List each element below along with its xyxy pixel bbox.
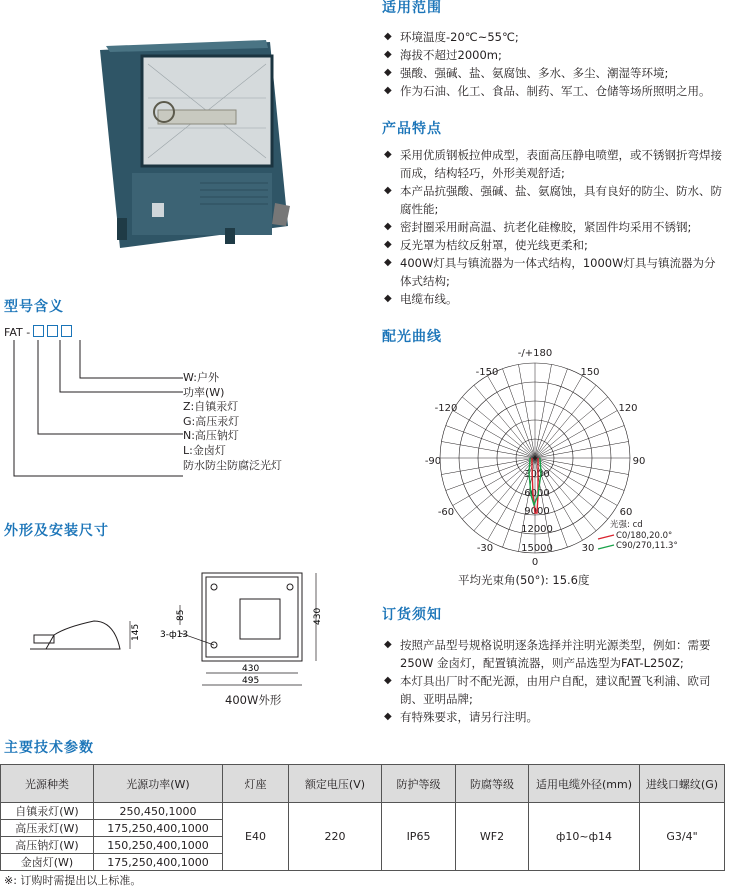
list-item: ◆ 本产品抗强酸、强碱、盐、氨腐蚀，具有良好的防尘、防水、防腐性能; <box>384 182 724 218</box>
curve-title: 配光曲线 <box>382 329 442 345</box>
model-line: 功率(W) <box>183 385 225 399</box>
column-header: 防腐等级 <box>456 765 529 803</box>
voltage-cell: 220 <box>289 803 382 871</box>
scope-list <box>384 28 724 100</box>
angle-label: -/+180 <box>517 348 553 359</box>
c0-legend-swatch <box>598 535 614 539</box>
lamp-type-cell: 高压汞灯(W) <box>1 820 94 837</box>
scope-title: 适用范围 <box>382 0 442 16</box>
column-header: 进线口螺纹(G) <box>640 765 725 803</box>
table-header-row <box>1 765 725 803</box>
column-header: 防护等级 <box>382 765 456 803</box>
model-line: W:户外 <box>183 371 219 384</box>
radial-label: 9000 <box>524 506 550 517</box>
angle-label: 60 <box>619 507 633 518</box>
angle-label: -120 <box>434 403 458 414</box>
dim-430-vertical: 430 <box>313 607 323 625</box>
list-item: ◆ 海拔不超过2000m; <box>384 46 724 64</box>
radial-label: 3000 <box>524 469 550 480</box>
model-title: 型号含义 <box>4 299 64 315</box>
angle-label: 90 <box>632 456 646 467</box>
product-photo <box>90 38 300 263</box>
list-item: ◆ 电缆布线。 <box>384 290 724 308</box>
dim-145: 145 <box>131 623 141 641</box>
dimension-drawing <box>30 565 340 695</box>
dim-430-horizontal: 430 <box>242 664 260 674</box>
features-list <box>384 146 724 308</box>
list-item: ◆ 本灯具出厂时不配光源，由用户自配，建议配置飞利浦、欧司朗、亚明品牌; <box>384 672 724 708</box>
polar-chart <box>420 345 678 570</box>
legend-c0: C0/180,20.0° <box>616 531 673 541</box>
thread-cell: G3/4" <box>640 803 725 871</box>
dim-13: 3-ф13 <box>160 630 189 640</box>
spec-table <box>0 764 725 871</box>
ip-cell: IP65 <box>382 803 456 871</box>
lamp-type-cell: 高压钠灯(W) <box>1 837 94 854</box>
lamp-power-cell: 150,250,400,1000 <box>94 837 223 854</box>
lamp-type-cell: 自镇汞灯(W) <box>1 803 94 820</box>
angle-label: -60 <box>437 507 455 518</box>
table-row <box>1 803 725 820</box>
angle-label: 0 <box>531 557 539 568</box>
list-item: ◆ 按照产品型号规格说明逐条选择并注明光源类型，例如：需要250W 金卤灯，配置镇流器，则产品选型为FAT-L250Z; <box>384 636 724 672</box>
model-line: N:高压钠灯 <box>183 429 239 443</box>
legend-c90: C90/270,11.3° <box>616 541 678 551</box>
features-title: 产品特点 <box>382 121 442 137</box>
list-item: ◆ 作为石油、化工、食品、制药、军工、仓储等场所照明之用。 <box>384 82 724 100</box>
list-item: ◆ 反光罩为桔纹反射罩，使光线更柔和; <box>384 236 724 254</box>
list-item: ◆ 强酸、强碱、盐、氨腐蚀、多水、多尘、潮湿等环境; <box>384 64 724 82</box>
radial-label: 12000 <box>521 524 553 535</box>
beam-angle-caption: 平均光束角(50°): 15.6度 <box>458 573 590 587</box>
dims-caption: 400W外形 <box>225 693 282 707</box>
column-header: 额定电压(V) <box>289 765 382 803</box>
lamp-power-cell: 175,250,400,1000 <box>94 820 223 837</box>
radial-label: 15000 <box>521 543 553 554</box>
angle-label: -150 <box>475 367 499 378</box>
model-line: 防水防尘防腐泛光灯 <box>183 458 282 472</box>
cable-cell: ф10~ф14 <box>529 803 640 871</box>
angle-label: -30 <box>476 543 494 554</box>
specs-title: 主要技术参数 <box>4 740 94 756</box>
column-header: 光源种类 <box>1 765 94 803</box>
column-header: 灯座 <box>223 765 289 803</box>
list-item: ◆ 采用优质钢板拉伸成型，表面高压静电喷塑，或不锈钢折弯焊接而成，结构轻巧，外形美观舒适; <box>384 146 724 182</box>
angle-label: 30 <box>581 543 595 554</box>
lamp-type-cell: 金卤灯(W) <box>1 854 94 871</box>
angle-label: 120 <box>618 403 638 414</box>
list-item: ◆ 400W灯具与镇流器为一体式结构，1000W灯具与镇流器为分体式结构; <box>384 254 724 290</box>
model-line: G:高压汞灯 <box>183 414 240 428</box>
dim-495: 495 <box>242 676 260 686</box>
c90-legend-swatch <box>598 545 614 549</box>
radial-label: 6000 <box>524 488 550 499</box>
order-title: 订货须知 <box>382 607 442 623</box>
order-list <box>384 636 724 726</box>
model-legend <box>183 371 282 473</box>
lamp-power-cell: 175,250,400,1000 <box>94 854 223 871</box>
lamp-power-cell: 250,450,1000 <box>94 803 223 820</box>
legend-title: 光强: cd <box>610 520 643 530</box>
model-leader-lines <box>0 330 190 490</box>
angle-label: -90 <box>424 456 442 467</box>
list-item: ◆ 密封圈采用耐高温、抗老化硅橡胶，紧固件均采用不锈钢; <box>384 218 724 236</box>
dims-title: 外形及安装尺寸 <box>4 523 109 539</box>
list-item: ◆ 有特殊要求，请另行注明。 <box>384 708 724 726</box>
model-line: L:金卤灯 <box>183 443 226 457</box>
angle-label: 150 <box>580 367 600 378</box>
model-prefix: FAT - <box>4 326 31 339</box>
dim-85: 85 <box>176 609 186 621</box>
socket-cell: E40 <box>223 803 289 871</box>
column-header: 光源功率(W) <box>94 765 223 803</box>
column-header: 适用电缆外径(mm) <box>529 765 640 803</box>
list-item: ◆ 环境温度-20℃~55℃; <box>384 28 724 46</box>
corrosion-cell: WF2 <box>456 803 529 871</box>
spec-note: ※: 订购时需提出以上标准。 <box>4 874 142 887</box>
model-line: Z:自镇汞灯 <box>183 400 239 414</box>
